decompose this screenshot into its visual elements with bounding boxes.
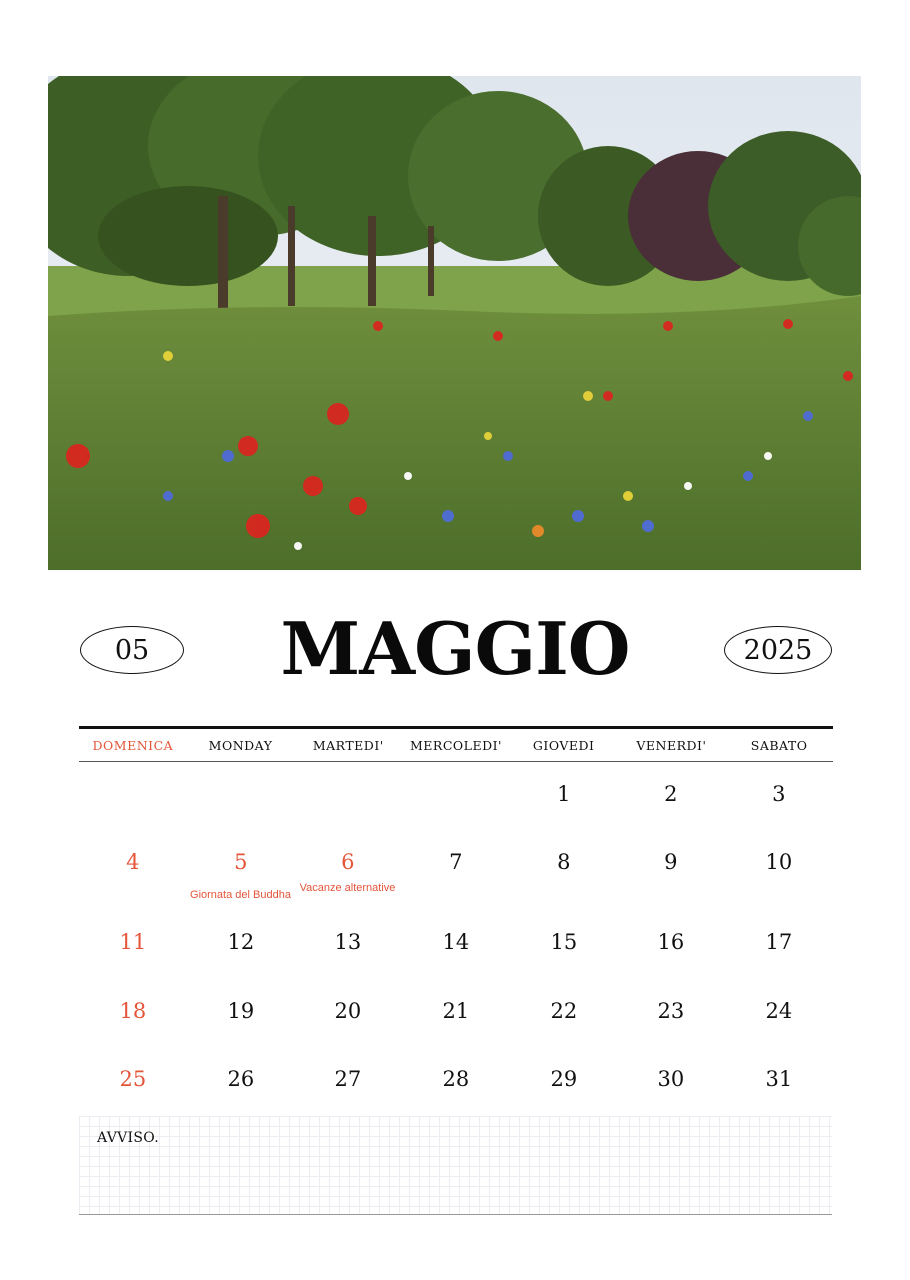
day-cell: 28 bbox=[442, 1067, 470, 1091]
weekday-monday: MONDAY bbox=[208, 737, 273, 753]
holiday-note: Giornata del Buddha bbox=[190, 889, 291, 901]
month-number-badge: 05 bbox=[80, 626, 184, 674]
day-cell: 3 bbox=[772, 782, 786, 806]
weekday-header bbox=[79, 726, 833, 762]
day-cell: 25 bbox=[119, 1067, 147, 1091]
day-cell: 23 bbox=[657, 999, 685, 1023]
day-cell: 15 bbox=[550, 930, 578, 954]
month-title: MAGGIO bbox=[280, 606, 630, 691]
day-cell: 14 bbox=[442, 930, 470, 954]
day-cell: 1 bbox=[557, 782, 571, 806]
day-cell: 30 bbox=[657, 1067, 685, 1091]
day-cell: 16 bbox=[657, 930, 685, 954]
day-cell: 20 bbox=[334, 999, 362, 1023]
weekday-wednesday: MERCOLEDI' bbox=[410, 737, 502, 753]
day-cell: 2 bbox=[664, 782, 678, 806]
day-cell: 7 bbox=[449, 850, 463, 874]
weekday-friday: VENERDI' bbox=[636, 737, 707, 753]
day-cell: 4 bbox=[126, 850, 140, 874]
day-grid bbox=[79, 762, 833, 1112]
day-cell: 12 bbox=[227, 930, 255, 954]
day-cell: 9 bbox=[664, 850, 678, 874]
weekday-sunday: DOMENICA bbox=[92, 737, 174, 753]
year-badge: 2025 bbox=[724, 626, 832, 674]
weekday-thursday: GIOVEDI bbox=[532, 737, 595, 753]
notes-label: AVVISO. bbox=[97, 1130, 159, 1146]
day-cell: 26 bbox=[227, 1067, 255, 1091]
day-cell: 31 bbox=[765, 1067, 793, 1091]
day-cell: 13 bbox=[334, 930, 362, 954]
day-cell: 17 bbox=[765, 930, 793, 954]
day-cell: 11 bbox=[119, 930, 147, 954]
day-cell: 10 bbox=[765, 850, 793, 874]
holiday-note: Vacanze alternative bbox=[299, 882, 396, 894]
day-cell: 18 bbox=[119, 999, 147, 1023]
notes-area[interactable] bbox=[79, 1116, 832, 1215]
weekday-tuesday: MARTEDI' bbox=[312, 737, 384, 753]
day-cell: 29 bbox=[550, 1067, 578, 1091]
day-cell: 22 bbox=[550, 999, 578, 1023]
day-cell: 5 bbox=[234, 850, 248, 874]
weekday-saturday: SABATO bbox=[750, 737, 808, 753]
day-cell: 19 bbox=[227, 999, 255, 1023]
day-cell: 21 bbox=[442, 999, 470, 1023]
day-cell: 8 bbox=[557, 850, 571, 874]
day-cell: 24 bbox=[765, 999, 793, 1023]
header-photo bbox=[48, 76, 861, 570]
day-cell: 6 bbox=[341, 850, 355, 874]
day-cell: 27 bbox=[334, 1067, 362, 1091]
calendar bbox=[79, 726, 833, 1112]
meadow-photo bbox=[48, 76, 861, 570]
